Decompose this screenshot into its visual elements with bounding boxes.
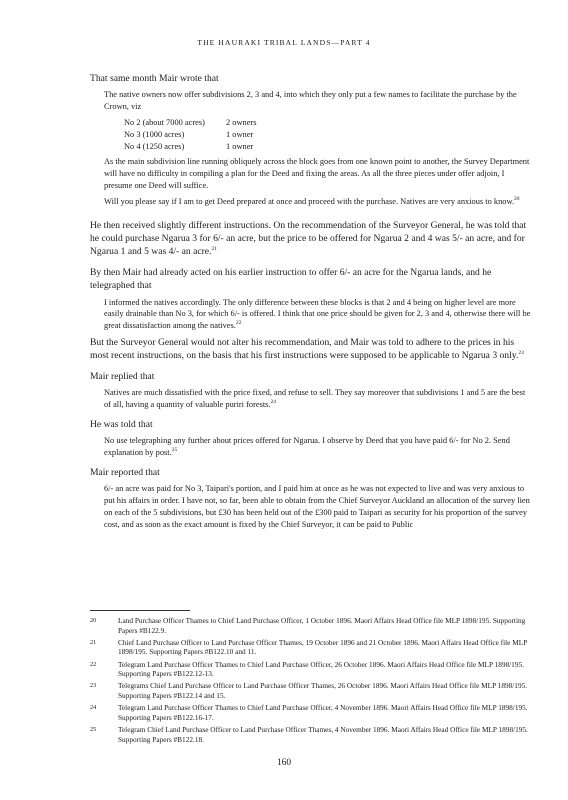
table-cell: 1 owner: [226, 141, 254, 151]
footnote-text: Chief Land Purchase Officer to Land Purchase Officer Thames, 19 October 1896 and 21 October 1896. Maori Affairs Head Office file MLP 1898/195. Supporting Papers #B122.10 and 11.: [118, 637, 527, 657]
running-header: THE HAURAKI TRIBAL LANDS—PART 4: [197, 38, 371, 47]
table-cell: No 4 (1250 acres): [124, 141, 185, 151]
footnote-number: 20: [90, 617, 97, 624]
quote-5: [104, 387, 534, 411]
table-row: [124, 117, 256, 129]
paragraph-7: Mair reported that: [90, 466, 160, 478]
quote-7: 6/- an acre was paid for No 3, Taipari's portion, and I paid him at once as he was not expected to live and was very anxious to put his affairs in order. I have not, so far, been able to obtain from the Chief Surveyor Auckland an allocation of the survey lien on each of the 5 subdivisions, but £30 has been held out of the £300 paid to Taipari as security for his proportion of the survey cost, and as soon as the exact amount is fixed by the Chief Surveyor, it can be paid to Public: [104, 484, 530, 529]
footnote-divider: [90, 610, 190, 611]
footnote-number: 21: [90, 638, 97, 646]
footnote-ref: 21: [211, 246, 217, 253]
footnote: [90, 660, 534, 679]
footnote: [90, 703, 534, 722]
table-cell: No 3 (1000 acres): [124, 129, 185, 139]
footnote-number: 22: [90, 660, 97, 668]
quote-6-text: No use telegraphing any further about prices offered for Ngarua. I observe by Deed that you have paid 6/- for No 2. Send explanation by post.: [104, 436, 510, 458]
footnote-text: Telegram Chief Land Purchase Officer to Land Purchase Officer Thames, 4 November 1896. Maori Affairs Head Office file MLP 1898/195. Supporting Papers #B122.18.: [118, 724, 528, 744]
footnote-text: Telegram Land Purchase Officer Thames to Chief Land Purchase Officer, 4 November 1896. Maori Affairs Head Office file MLP 1898/195. Supporting Papers #B122.16-17.: [118, 703, 528, 722]
footnote-ref: 22: [235, 320, 242, 327]
paragraph-1: That same month Mair wrote that: [90, 73, 219, 84]
footnote: [90, 725, 534, 744]
paragraph-2-text: He then received slightly different instructions. On the recommendation of the Surveyor General, he was told that he could purchase Ngarua 3 for 6/- an acre, but the price to be offered for Ngarua 2 and 4 was 5/- an acre, and for Ngarua 1 and 5 was 4/- an acre.: [90, 219, 527, 258]
quote-1: The native owners now offer subdivisions 2, 3 and 4, into which they only put a few names to facilitate the purchase by the Crown, viz: [104, 90, 517, 112]
table-cell: 2 owners: [226, 118, 257, 127]
footnote: [90, 616, 534, 635]
quote-2: As the main subdivision line running obliquely across the block goes from one known point to another, the Survey Department will have no difficulty in compiling a plan for the Deed and fixing the areas. As all the three pieces under offer adjoin, I presume one Deed will suffice.: [104, 157, 530, 190]
footnote-number: 24: [90, 704, 97, 712]
footnote-ref: 20: [514, 195, 520, 202]
table-row: [124, 141, 256, 153]
quote-4: [104, 297, 534, 332]
footnote-number: 23: [90, 682, 97, 690]
footnote: [90, 638, 534, 657]
body-text: [90, 72, 534, 530]
footnote-ref: 25: [171, 447, 178, 454]
footnotes: [90, 616, 534, 747]
footnote-text: Telegram Land Purchase Officer Thames to Chief Land Purchase Officer, 26 October 1896. Maori Affairs Head Office file MLP 1898/195. Supporting Papers #B122.12-13.: [118, 659, 524, 679]
quote-3: [104, 196, 534, 208]
page-number: 160: [276, 758, 292, 768]
paragraph-6: He was told that: [90, 418, 153, 430]
footnote-text: Telegrams Chief Land Purchase Officer to Land Purchase Officer Thames, 26 October 1896. Maori Affairs Head Office file MLP 1898/195. Supporting Papers #B122.14 and 15.: [118, 681, 528, 700]
quote-5-text: Natives are much dissatisfied with the price fixed, and refuse to sell. They say moreover that subdivisions 1 and 5 are the best of all, having a quantity of valuable puriri forests.: [104, 388, 526, 410]
footnote: [90, 681, 534, 700]
paragraph-4: [90, 336, 534, 363]
table-cell: No 2 (about 7000 acres): [124, 118, 205, 127]
quote-4-text: I informed the natives accordingly. The only difference between these blocks is that 2 and 4 being on higher level are more easily drainable than No 3, for which 6/- is offered. I think that one price should be given for 2, 3 and 4, otherwise there will be great dissatisfaction among the natives.: [104, 297, 531, 331]
footnote-number: 25: [90, 725, 97, 733]
subdivision-table: [124, 117, 256, 152]
quote-6: [104, 435, 534, 459]
footnote-ref: 23: [518, 350, 524, 357]
quote-3-text: Will you please say if I am to get Deed prepared at once and proceed with the purchase. Natives are very anxious to know.: [104, 196, 515, 206]
table-row: [124, 129, 256, 141]
paragraph-4-text: But the Surveyor General would not alter his recommendation, and Mair was told to adhere to the prices in his most recent instructions, on the basis that his first instructions were supposed to be applicable to Ngarua 3 only.: [90, 337, 519, 362]
footnote-text: Land Purchase Officer Thames to Chief Land Purchase Officer, 1 October 1896. Maori Affairs Head Office file MLP 1898/195. Supporting Papers #B122.9.: [118, 616, 526, 635]
paragraph-3: By then Mair had already acted on his earlier instruction to offer 6/- an acre for the Ngarua lands, and he telegraphed that: [90, 266, 492, 292]
paragraph-5: Mair replied that: [90, 370, 155, 382]
table-cell: 1 owner: [226, 129, 254, 139]
paragraph-2: [90, 219, 534, 259]
footnote-ref: 24: [270, 399, 277, 406]
